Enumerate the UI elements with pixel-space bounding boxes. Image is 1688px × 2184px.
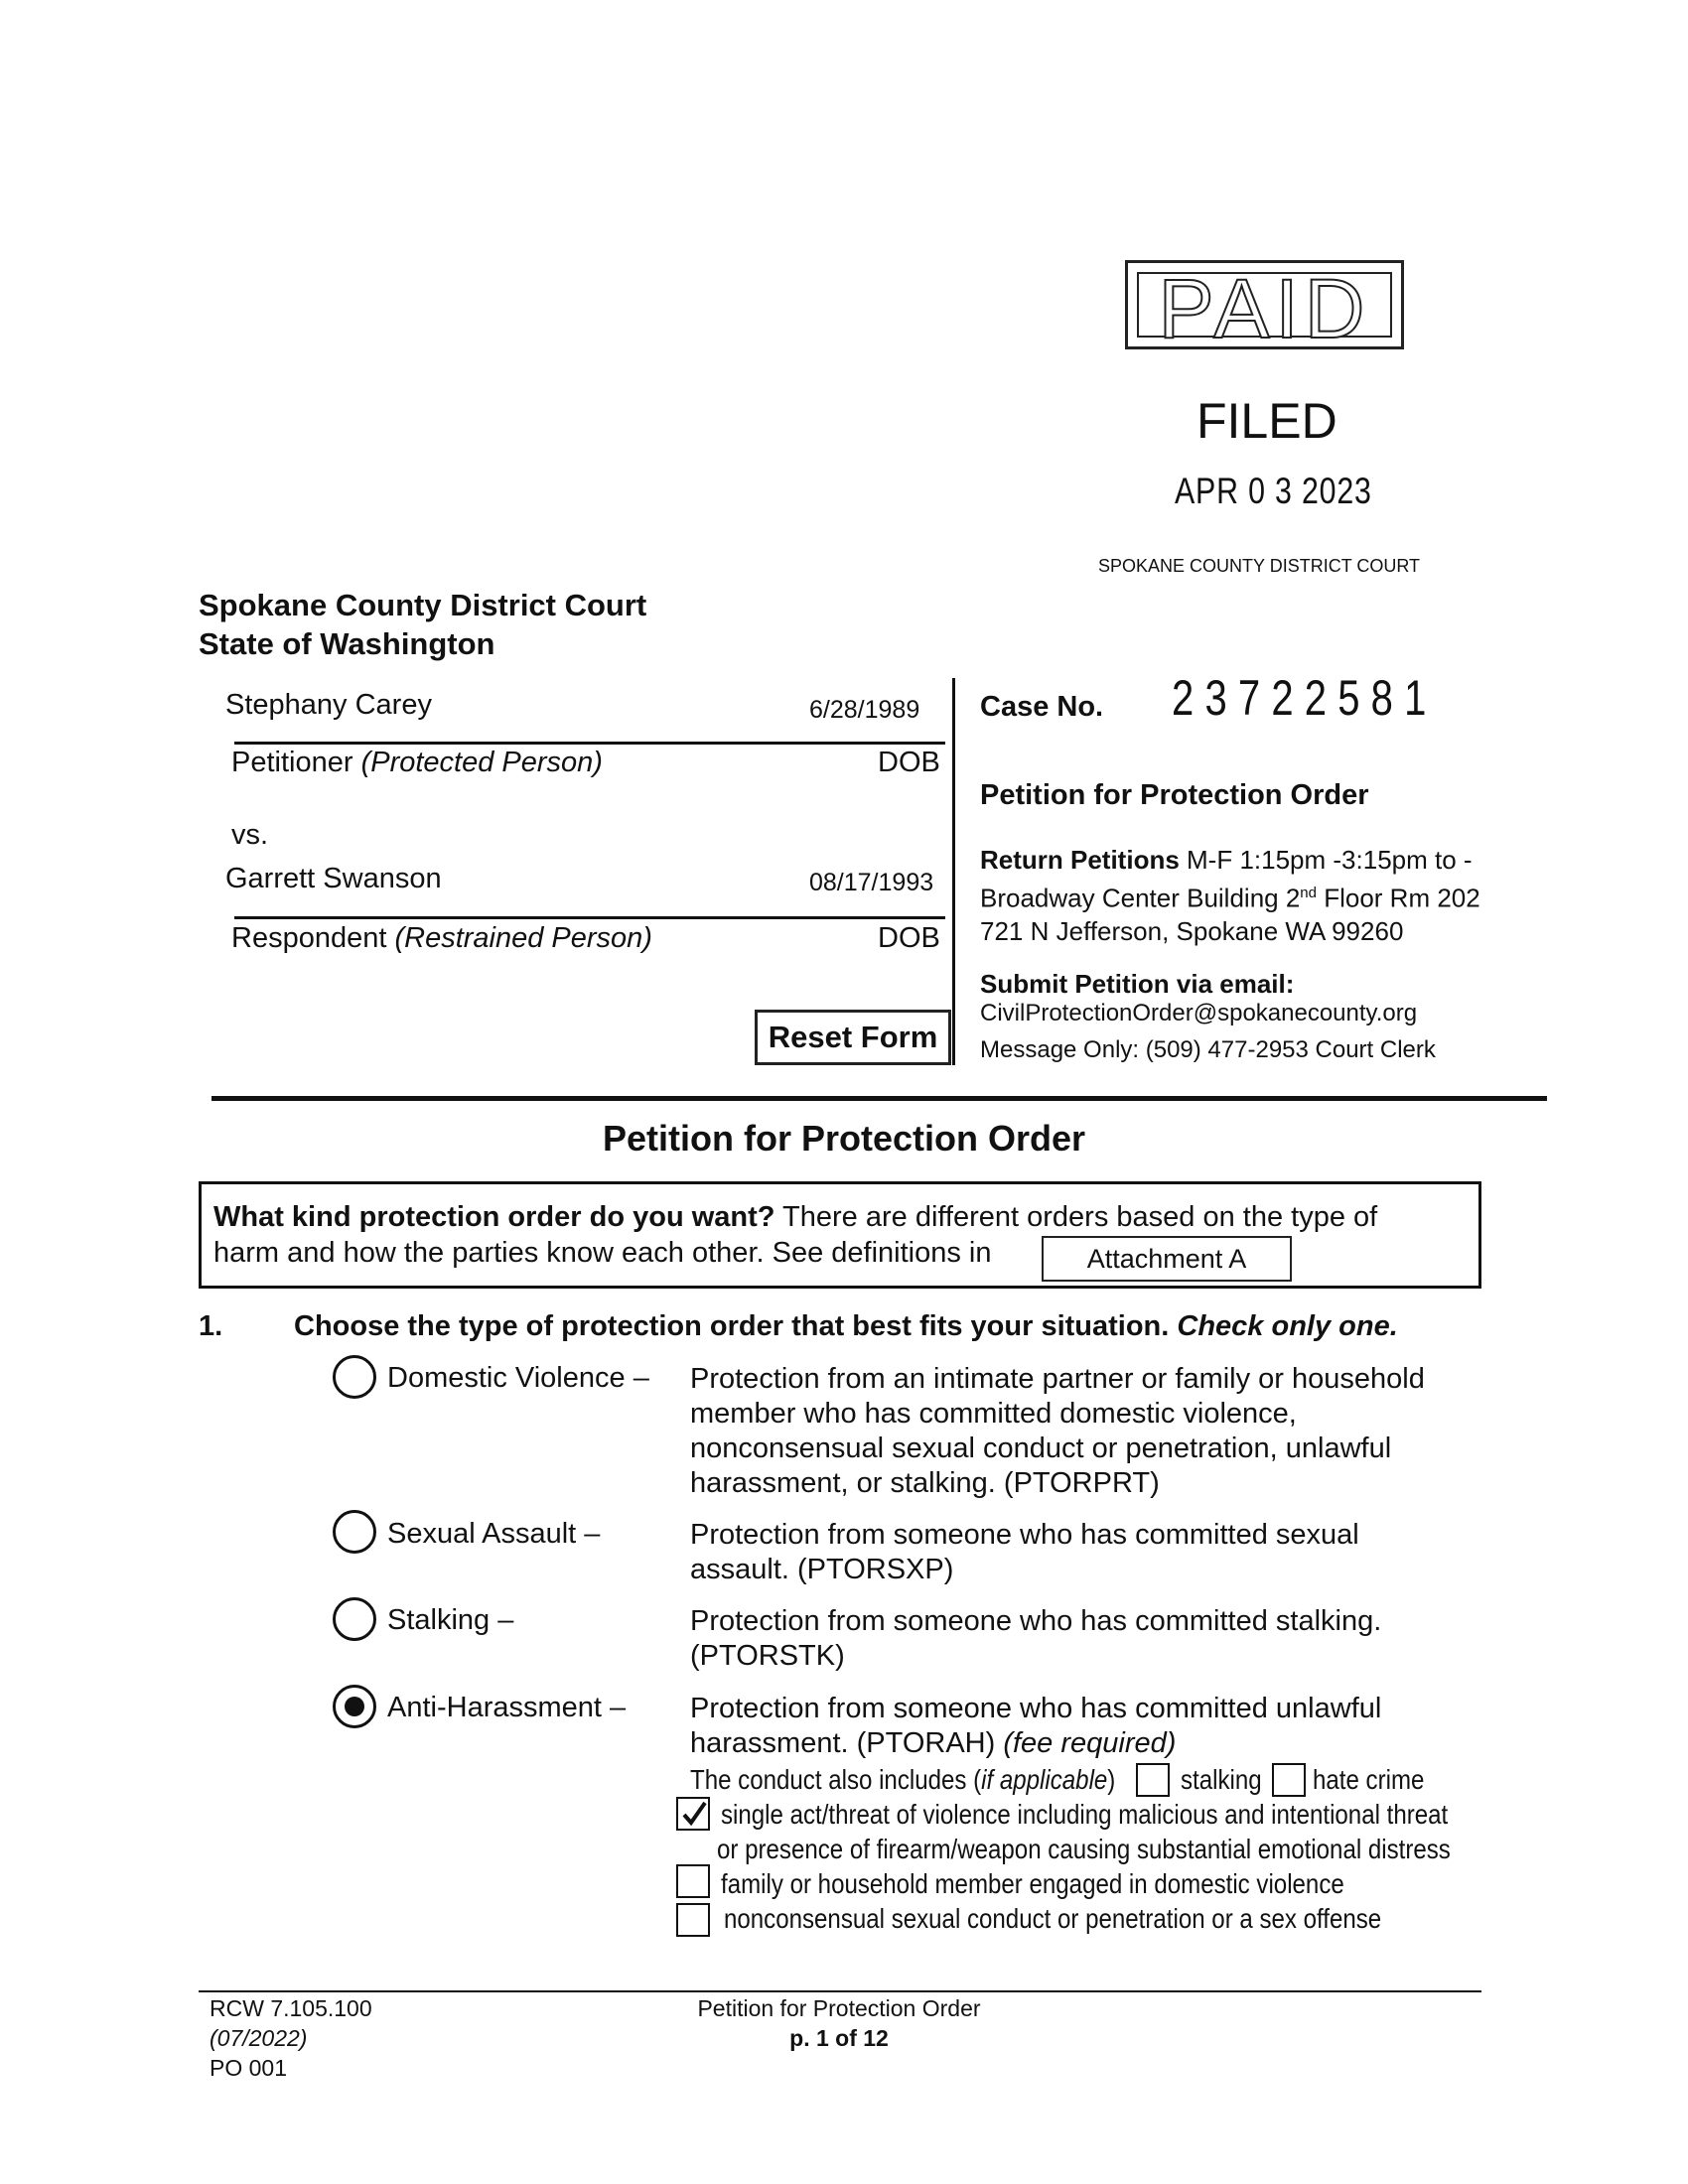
court-state: State of Washington: [199, 626, 495, 661]
kind-text: What kind protection order do you want? There are different orders based on the type of harm and how the parties know each other. See definitions in: [213, 1201, 1378, 1269]
paid-stamp: [1125, 260, 1404, 355]
submit-email[interactable]: CivilProtectionOrder@spokanecounty.org: [980, 1000, 1418, 1026]
header-rule: [211, 1096, 1547, 1101]
checkbox-nonconsensual[interactable]: [676, 1903, 710, 1937]
filed-date: APR 0 3 2023: [1175, 471, 1372, 511]
desc-sexual-assault: Protection from someone who has committed sexual assault. (PTORSXP): [690, 1519, 1359, 1585]
label-hate-crime: hate crime: [1313, 1764, 1425, 1795]
reset-form-button[interactable]: Reset Form: [755, 1010, 951, 1065]
radio-stalking[interactable]: [333, 1597, 376, 1641]
attachment-a-link[interactable]: Attachment A: [1042, 1236, 1292, 1282]
conduct-intro: The conduct also includes (if applicable): [690, 1764, 1116, 1795]
petitioner-dob[interactable]: 6/28/1989: [809, 696, 920, 724]
checkmark-icon: [679, 1799, 709, 1829]
case-label: Case No.: [980, 691, 1104, 723]
respondent-underline: [234, 916, 945, 919]
checkbox-single-act[interactable]: [676, 1797, 710, 1831]
caption-divider: [952, 678, 955, 1065]
footer-center: Petition for Protection Order p. 1 of 12: [697, 1995, 981, 2051]
petitioner-caption: Petitioner (Protected Person): [231, 747, 603, 778]
petitioner-underline: [234, 742, 945, 745]
section-number: 1.: [199, 1310, 223, 1342]
checkbox-stalking[interactable]: [1136, 1763, 1170, 1797]
desc-stalking: Protection from someone who has committed stalking. (PTORSTK): [690, 1605, 1382, 1672]
return-info: Return Petitions M-F 1:15pm -3:15pm to - Broadway Center Building 2nd Floor Rm 202 721 N Jefferson, Spokane WA 99260: [980, 845, 1480, 946]
filed-stamp: FILED: [1196, 393, 1337, 449]
footer-left: RCW 7.105.100 (07/2022) PO 001: [210, 1995, 372, 2081]
label-sexual-assault: Sexual Assault –: [387, 1518, 601, 1550]
paid-stamp-text: PAID: [1137, 272, 1392, 338]
respondent-dob[interactable]: 08/17/1993: [809, 869, 934, 896]
respondent-name[interactable]: Garrett Swanson: [225, 863, 442, 894]
label-family: family or household member engaged in domestic violence: [721, 1868, 1344, 1899]
footer-rule: [199, 1990, 1481, 1992]
label-conduct-stalking: stalking: [1181, 1764, 1262, 1795]
main-title: Petition for Protection Order: [602, 1118, 1086, 1159]
radio-sexual-assault[interactable]: [333, 1510, 376, 1554]
radio-anti-harassment[interactable]: [333, 1685, 376, 1728]
vs-label: vs.: [231, 819, 269, 851]
label-single-act-cont: or presence of firearm/weapon causing substantial emotional distress: [717, 1834, 1451, 1864]
radio-selected-dot: [345, 1697, 364, 1716]
clerk-message: Message Only: (509) 477-2953 Court Clerk: [980, 1036, 1436, 1063]
label-nonconsensual: nonconsensual sexual conduct or penetration or a sex offense: [724, 1903, 1382, 1934]
filed-court: SPOKANE COUNTY DISTRICT COURT: [1098, 556, 1421, 576]
court-heading: [199, 586, 646, 663]
label-single-act: single act/threat of violence including malicious and intentional threat: [721, 1799, 1449, 1830]
radio-domestic-violence[interactable]: [333, 1355, 376, 1399]
desc-domestic-violence: Protection from an intimate partner or family or household member who has committed domestic violence, nonconsensual sexual conduct or penetration, unlawful harassment, or stalking. (PTORPRT): [690, 1363, 1425, 1499]
label-domestic-violence: Domestic Violence –: [387, 1362, 649, 1394]
case-title: Petition for Protection Order: [980, 779, 1369, 811]
case-number: 23722581: [1172, 670, 1438, 726]
petitioner-name[interactable]: Stephany Carey: [225, 689, 432, 721]
respondent-caption: Respondent (Restrained Person): [231, 922, 652, 954]
label-anti-harassment: Anti-Harassment –: [387, 1692, 627, 1723]
desc-anti-harassment: Protection from someone who has committed unlawful harassment. (PTORAH) (fee required): [690, 1693, 1382, 1759]
respondent-dob-caption: DOB: [878, 922, 940, 954]
checkbox-family[interactable]: [676, 1864, 710, 1898]
court-name: Spokane County District Court: [199, 588, 647, 622]
label-stalking: Stalking –: [387, 1604, 514, 1636]
petitioner-dob-caption: DOB: [878, 747, 940, 778]
submit-label: Submit Petition via email:: [980, 969, 1295, 999]
section-heading: Choose the type of protection order that best fits your situation. Check only one.: [294, 1310, 1398, 1342]
checkbox-hate-crime[interactable]: [1272, 1763, 1306, 1797]
